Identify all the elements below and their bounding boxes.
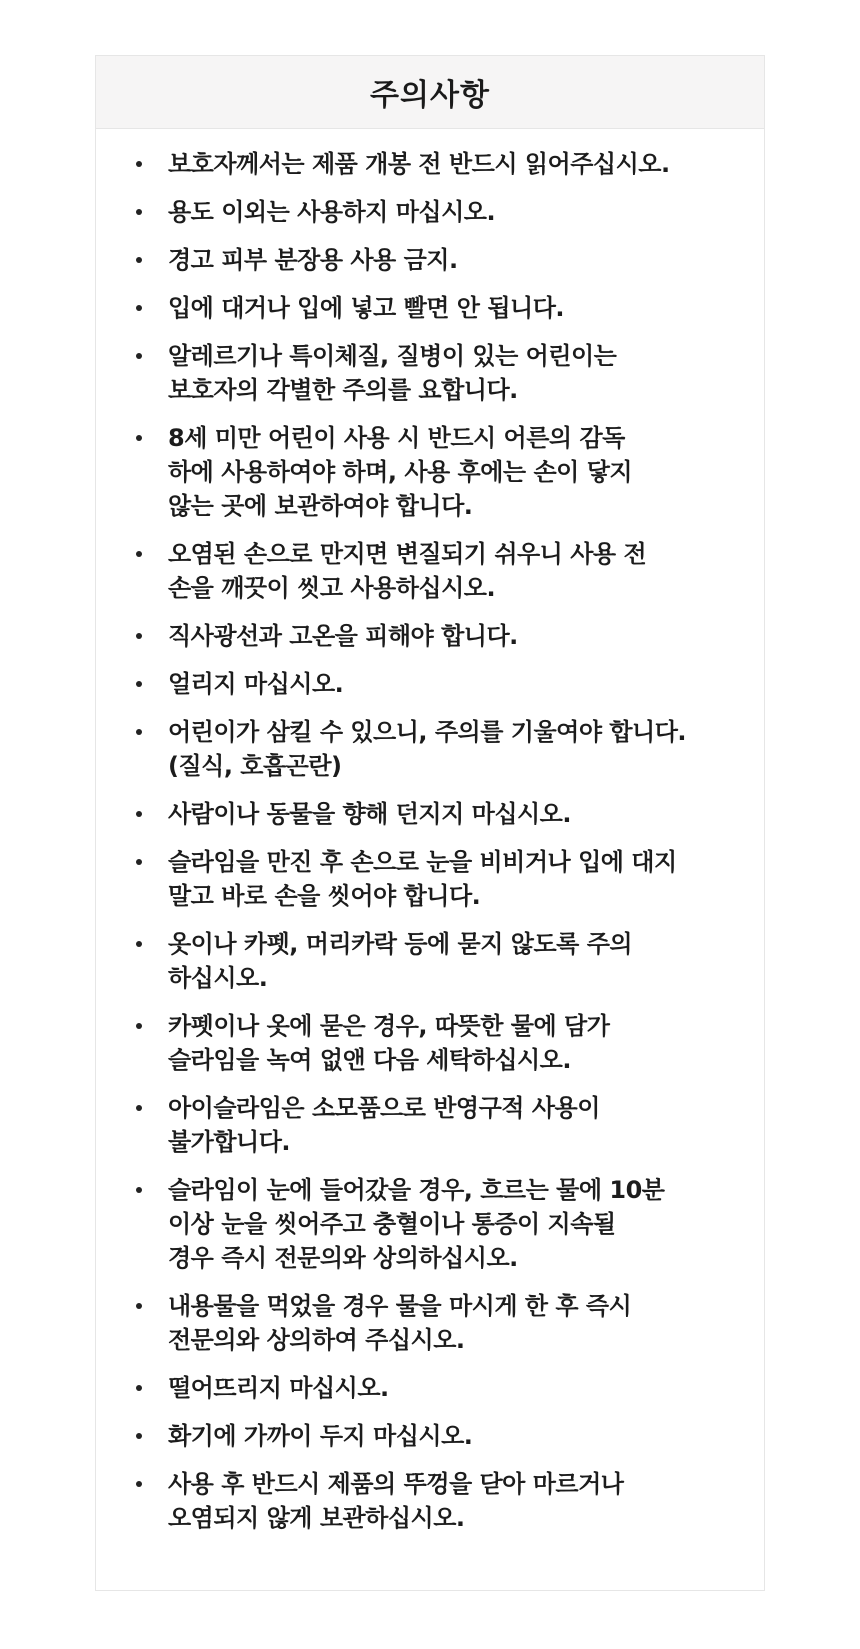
list-item-text: 얼리지 마십시오. [168,670,344,698]
list-item-text: 카펫이나 옷에 묻은 경우, 따뜻한 물에 담가 슬라임을 녹여 없앤 다음 세탁하십시오. [168,1012,610,1074]
list-item [134,797,754,831]
list-item [134,537,754,605]
list-item [134,1009,754,1077]
list-item [134,421,754,523]
bullet-icon [136,305,142,311]
list-item-text: 사용 후 반드시 제품의 뚜껑을 닫아 마르거나 오염되지 않게 보관하십시오. [168,1470,624,1532]
list-item [134,243,754,277]
list-item-text: 슬라임이 눈에 들어갔을 경우, 흐르는 물에 10분 이상 눈을 씻어주고 충혈이나 통증이 지속될 경우 즉시 전문의와 상의하십시오. [168,1176,665,1272]
bullet-icon [136,551,142,557]
list-item-text: 직사광선과 고온을 피해야 합니다. [168,622,518,650]
list-item [134,291,754,325]
bullet-icon [136,161,142,167]
list-item-text: 입에 대거나 입에 넣고 빨면 안 됩니다. [168,294,565,322]
list-item-text: 사람이나 동물을 향해 던지지 마십시오. [168,800,571,828]
bullet-icon [136,1481,142,1487]
list-item [134,1371,754,1405]
list-item [134,339,754,407]
bullet-icon [136,209,142,215]
list-item [134,1467,754,1535]
bullet-icon [136,1023,142,1029]
notice-title: 주의사항 [370,78,490,113]
bullet-icon [136,941,142,947]
bullet-icon [136,681,142,687]
bullet-icon [136,1187,142,1193]
notice-list [96,129,764,1535]
list-item-text: 오염된 손으로 만지면 변질되기 쉬우니 사용 전 손을 깨끗이 씻고 사용하십시오. [168,540,647,602]
bullet-icon [136,859,142,865]
bullet-icon [136,1303,142,1309]
bullet-icon [136,1385,142,1391]
list-item [134,1289,754,1357]
list-item-text: 아이슬라임은 소모품으로 반영구적 사용이 불가합니다. [168,1094,600,1156]
list-item-text: 옷이나 카펫, 머리카락 등에 묻지 않도록 주의 하십시오. [168,930,633,992]
list-item [134,619,754,653]
list-item [134,927,754,995]
list-item-text: 보호자께서는 제품 개봉 전 반드시 읽어주십시오. [168,150,670,178]
list-item-text: 떨어뜨리지 마십시오. [168,1374,389,1402]
list-item-text: 용도 이외는 사용하지 마십시오. [168,198,496,226]
list-item [134,1419,754,1453]
list-item-text: 화기에 가까이 두지 마십시오. [168,1422,473,1450]
bullet-icon [136,435,142,441]
list-item-text: 알레르기나 특이체질, 질병이 있는 어린이는 보호자의 각별한 주의를 요합니다. [168,342,617,404]
bullet-icon [136,729,142,735]
list-item-text: 내용물을 먹었을 경우 물을 마시게 한 후 즉시 전문의와 상의하여 주십시오. [168,1292,632,1354]
list-item [134,715,754,783]
bullet-icon [136,811,142,817]
list-item [134,147,754,181]
list-item [134,667,754,701]
bullet-icon [136,1105,142,1111]
list-item-text: 어린이가 삼킬 수 있으니, 주의를 기울여야 합니다. (질식, 호흡곤란) [168,718,687,780]
list-item-text: 슬라임을 만진 후 손으로 눈을 비비거나 입에 대지 말고 바로 손을 씻어야 합니다. [168,848,677,910]
notice-header [96,56,764,129]
list-item [134,195,754,229]
bullet-icon [136,353,142,359]
list-item [134,845,754,913]
notice-card [95,55,765,1591]
bullet-icon [136,257,142,263]
bullet-icon [136,633,142,639]
list-item-text: 8세 미만 어린이 사용 시 반드시 어른의 감독 하에 사용하여야 하며, 사용 후에는 손이 닿지 않는 곳에 보관하여야 합니다. [168,424,633,520]
list-item [134,1091,754,1159]
bullet-icon [136,1433,142,1439]
list-item-text: 경고 피부 분장용 사용 금지. [168,246,458,274]
list-item [134,1173,754,1275]
